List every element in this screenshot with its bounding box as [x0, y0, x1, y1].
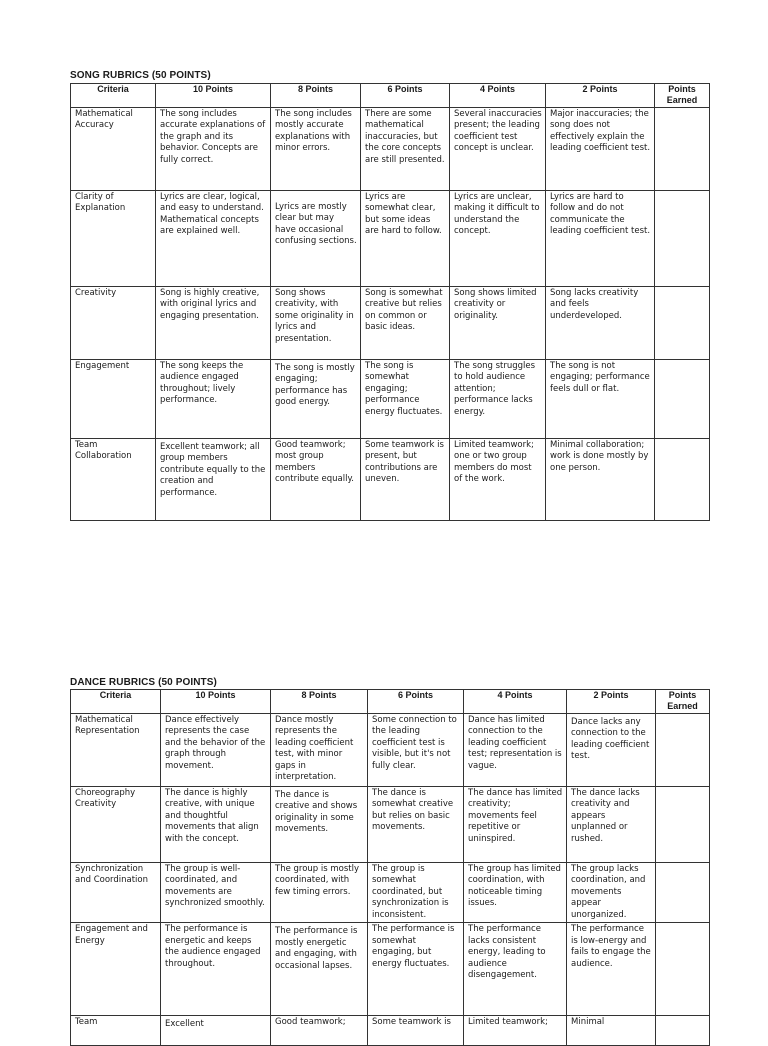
- rubric-cell: Some connection to the leading coefficient test is visible, but it's not fully clear.: [368, 714, 464, 787]
- rubric-cell: Song is somewhat creative but relies on common or basic ideas.: [361, 287, 450, 360]
- rubric-cell: The dance has limited creativity; movements feel repetitive or uninspired.: [464, 787, 567, 863]
- rubric-cell: Minimal collaboration; work is done mostly by one person.: [546, 439, 655, 521]
- rubric-cell: The group has limited coordination, with noticeable timing issues.: [464, 863, 567, 923]
- table-row: [71, 863, 710, 923]
- header-criteria: Criteria: [71, 690, 161, 714]
- rubric-cell: Dance mostly represents the leading coefficient test, with minor gaps in interpretation.: [271, 714, 368, 787]
- criteria-cell: Creativity: [71, 287, 156, 360]
- dance-rubric-title: DANCE RUBRICS (50 POINTS): [70, 677, 217, 688]
- rubric-cell: The song is not engaging; performance feels dull or flat.: [546, 360, 655, 439]
- rubric-cell: The song is somewhat engaging; performance energy fluctuates.: [361, 360, 450, 439]
- criteria-cell: Team: [71, 1016, 161, 1046]
- table-header-row: [71, 690, 710, 714]
- rubric-cell: Lyrics are clear, logical, and easy to understand. Mathematical concepts are explained well.: [156, 191, 271, 287]
- header-10-points: 10 Points: [161, 690, 271, 714]
- table-header-row: [71, 84, 710, 108]
- rubric-cell: Song lacks creativity and feels underdeveloped.: [546, 287, 655, 360]
- rubric-cell: The performance is low-energy and fails to engage the audience.: [567, 923, 656, 1016]
- points-earned-cell[interactable]: [656, 787, 710, 863]
- dance-rubric-table: [70, 689, 710, 1046]
- rubric-cell: Lyrics are hard to follow and do not communicate the leading coefficient test.: [546, 191, 655, 287]
- rubric-cell: Minimal: [567, 1016, 656, 1046]
- points-earned-cell[interactable]: [655, 287, 710, 360]
- rubric-cell: The dance lacks creativity and appears unplanned or rushed.: [567, 787, 656, 863]
- rubric-cell: Good teamwork;: [271, 1016, 368, 1046]
- header-points-earned: Points Earned: [655, 84, 710, 108]
- table-row: [71, 191, 710, 287]
- points-earned-cell[interactable]: [655, 360, 710, 439]
- rubric-cell: Lyrics are mostly clear but may have occasional confusing sections.: [271, 191, 361, 287]
- rubric-cell: Excellent: [161, 1016, 271, 1046]
- rubric-cell: The song includes accurate explanations of the graph and its behavior. Concepts are fully correct.: [156, 108, 271, 191]
- rubric-cell: Song shows creativity, with some originality in lyrics and presentation.: [271, 287, 361, 360]
- rubric-cell: The song struggles to hold audience attention; performance lacks energy.: [450, 360, 546, 439]
- rubric-cell: Good teamwork; most group members contribute equally.: [271, 439, 361, 521]
- rubric-cell: Major inaccuracies; the song does not effectively explain the leading coefficient test.: [546, 108, 655, 191]
- table-row: [71, 287, 710, 360]
- rubric-cell: The song is mostly engaging; performance has good energy.: [271, 360, 361, 439]
- song-rubric-table: [70, 83, 710, 521]
- table-row: [71, 108, 710, 191]
- rubric-cell: The group is mostly coordinated, with few timing errors.: [271, 863, 368, 923]
- table-row: [71, 714, 710, 787]
- criteria-cell: Team Collaboration: [71, 439, 156, 521]
- rubric-cell: The dance is somewhat creative but relies on basic movements.: [368, 787, 464, 863]
- rubric-cell: There are some mathematical inaccuracies, but the core concepts are still presented.: [361, 108, 450, 191]
- criteria-cell: Synchronization and Coordination: [71, 863, 161, 923]
- rubric-cell: Limited teamwork; one or two group members do most of the work.: [450, 439, 546, 521]
- criteria-cell: Engagement and Energy: [71, 923, 161, 1016]
- table-row: [71, 1016, 710, 1046]
- points-earned-cell[interactable]: [656, 863, 710, 923]
- table-row: [71, 439, 710, 521]
- rubric-cell: The song includes mostly accurate explanations with minor errors.: [271, 108, 361, 191]
- rubric-cell: The dance is creative and shows originality in some movements.: [271, 787, 368, 863]
- header-2-points: 2 Points: [567, 690, 656, 714]
- points-earned-cell[interactable]: [656, 923, 710, 1016]
- rubric-cell: The performance is somewhat engaging, but energy fluctuates.: [368, 923, 464, 1016]
- points-earned-cell[interactable]: [656, 1016, 710, 1046]
- rubric-cell: The performance is energetic and keeps the audience engaged throughout.: [161, 923, 271, 1016]
- header-2-points: 2 Points: [546, 84, 655, 108]
- criteria-cell: Choreography Creativity: [71, 787, 161, 863]
- rubric-cell: Dance lacks any connection to the leading coefficient test.: [567, 714, 656, 787]
- criteria-cell: Clarity of Explanation: [71, 191, 156, 287]
- rubric-cell: Song shows limited creativity or originality.: [450, 287, 546, 360]
- header-6-points: 6 Points: [361, 84, 450, 108]
- header-criteria: Criteria: [71, 84, 156, 108]
- table-row: [71, 360, 710, 439]
- points-earned-cell[interactable]: [656, 714, 710, 787]
- rubric-cell: Dance has limited connection to the leading coefficient test; representation is vague.: [464, 714, 567, 787]
- rubric-cell: The dance is highly creative, with unique and thoughtful movements that align with the concept.: [161, 787, 271, 863]
- rubric-cell: The group is well-coordinated, and movements are synchronized smoothly.: [161, 863, 271, 923]
- table-row: [71, 923, 710, 1016]
- criteria-cell: Mathematical Accuracy: [71, 108, 156, 191]
- header-10-points: 10 Points: [156, 84, 271, 108]
- rubric-cell: Several inaccuracies present; the leading coefficient test concept is unclear.: [450, 108, 546, 191]
- header-4-points: 4 Points: [450, 84, 546, 108]
- points-earned-cell[interactable]: [655, 108, 710, 191]
- points-earned-cell[interactable]: [655, 439, 710, 521]
- song-rubric-title: SONG RUBRICS (50 POINTS): [70, 70, 211, 81]
- table-row: [71, 787, 710, 863]
- rubric-cell: Song is highly creative, with original lyrics and engaging presentation.: [156, 287, 271, 360]
- header-points-earned: Points Earned: [656, 690, 710, 714]
- header-8-points: 8 Points: [271, 690, 368, 714]
- rubric-cell: Dance effectively represents the case and the behavior of the graph through movement.: [161, 714, 271, 787]
- points-earned-cell[interactable]: [655, 191, 710, 287]
- rubric-cell: The song keeps the audience engaged throughout; lively performance.: [156, 360, 271, 439]
- rubric-cell: Lyrics are unclear, making it difficult to understand the concept.: [450, 191, 546, 287]
- rubric-cell: The performance is mostly energetic and engaging, with occasional lapses.: [271, 923, 368, 1016]
- rubric-cell: Limited teamwork;: [464, 1016, 567, 1046]
- rubric-cell: The group lacks coordination, and movements appear unorganized.: [567, 863, 656, 923]
- header-8-points: 8 Points: [271, 84, 361, 108]
- header-6-points: 6 Points: [368, 690, 464, 714]
- rubric-cell: Excellent teamwork; all group members contribute equally to the creation and performance.: [156, 439, 271, 521]
- rubric-cell: Some teamwork is present, but contributions are uneven.: [361, 439, 450, 521]
- rubric-cell: Some teamwork is: [368, 1016, 464, 1046]
- header-4-points: 4 Points: [464, 690, 567, 714]
- rubric-cell: Lyrics are somewhat clear, but some ideas are hard to follow.: [361, 191, 450, 287]
- criteria-cell: Engagement: [71, 360, 156, 439]
- criteria-cell: Mathematical Representation: [71, 714, 161, 787]
- rubric-cell: The group is somewhat coordinated, but synchronization is inconsistent.: [368, 863, 464, 923]
- rubric-cell: The performance lacks consistent energy, leading to audience disengagement.: [464, 923, 567, 1016]
